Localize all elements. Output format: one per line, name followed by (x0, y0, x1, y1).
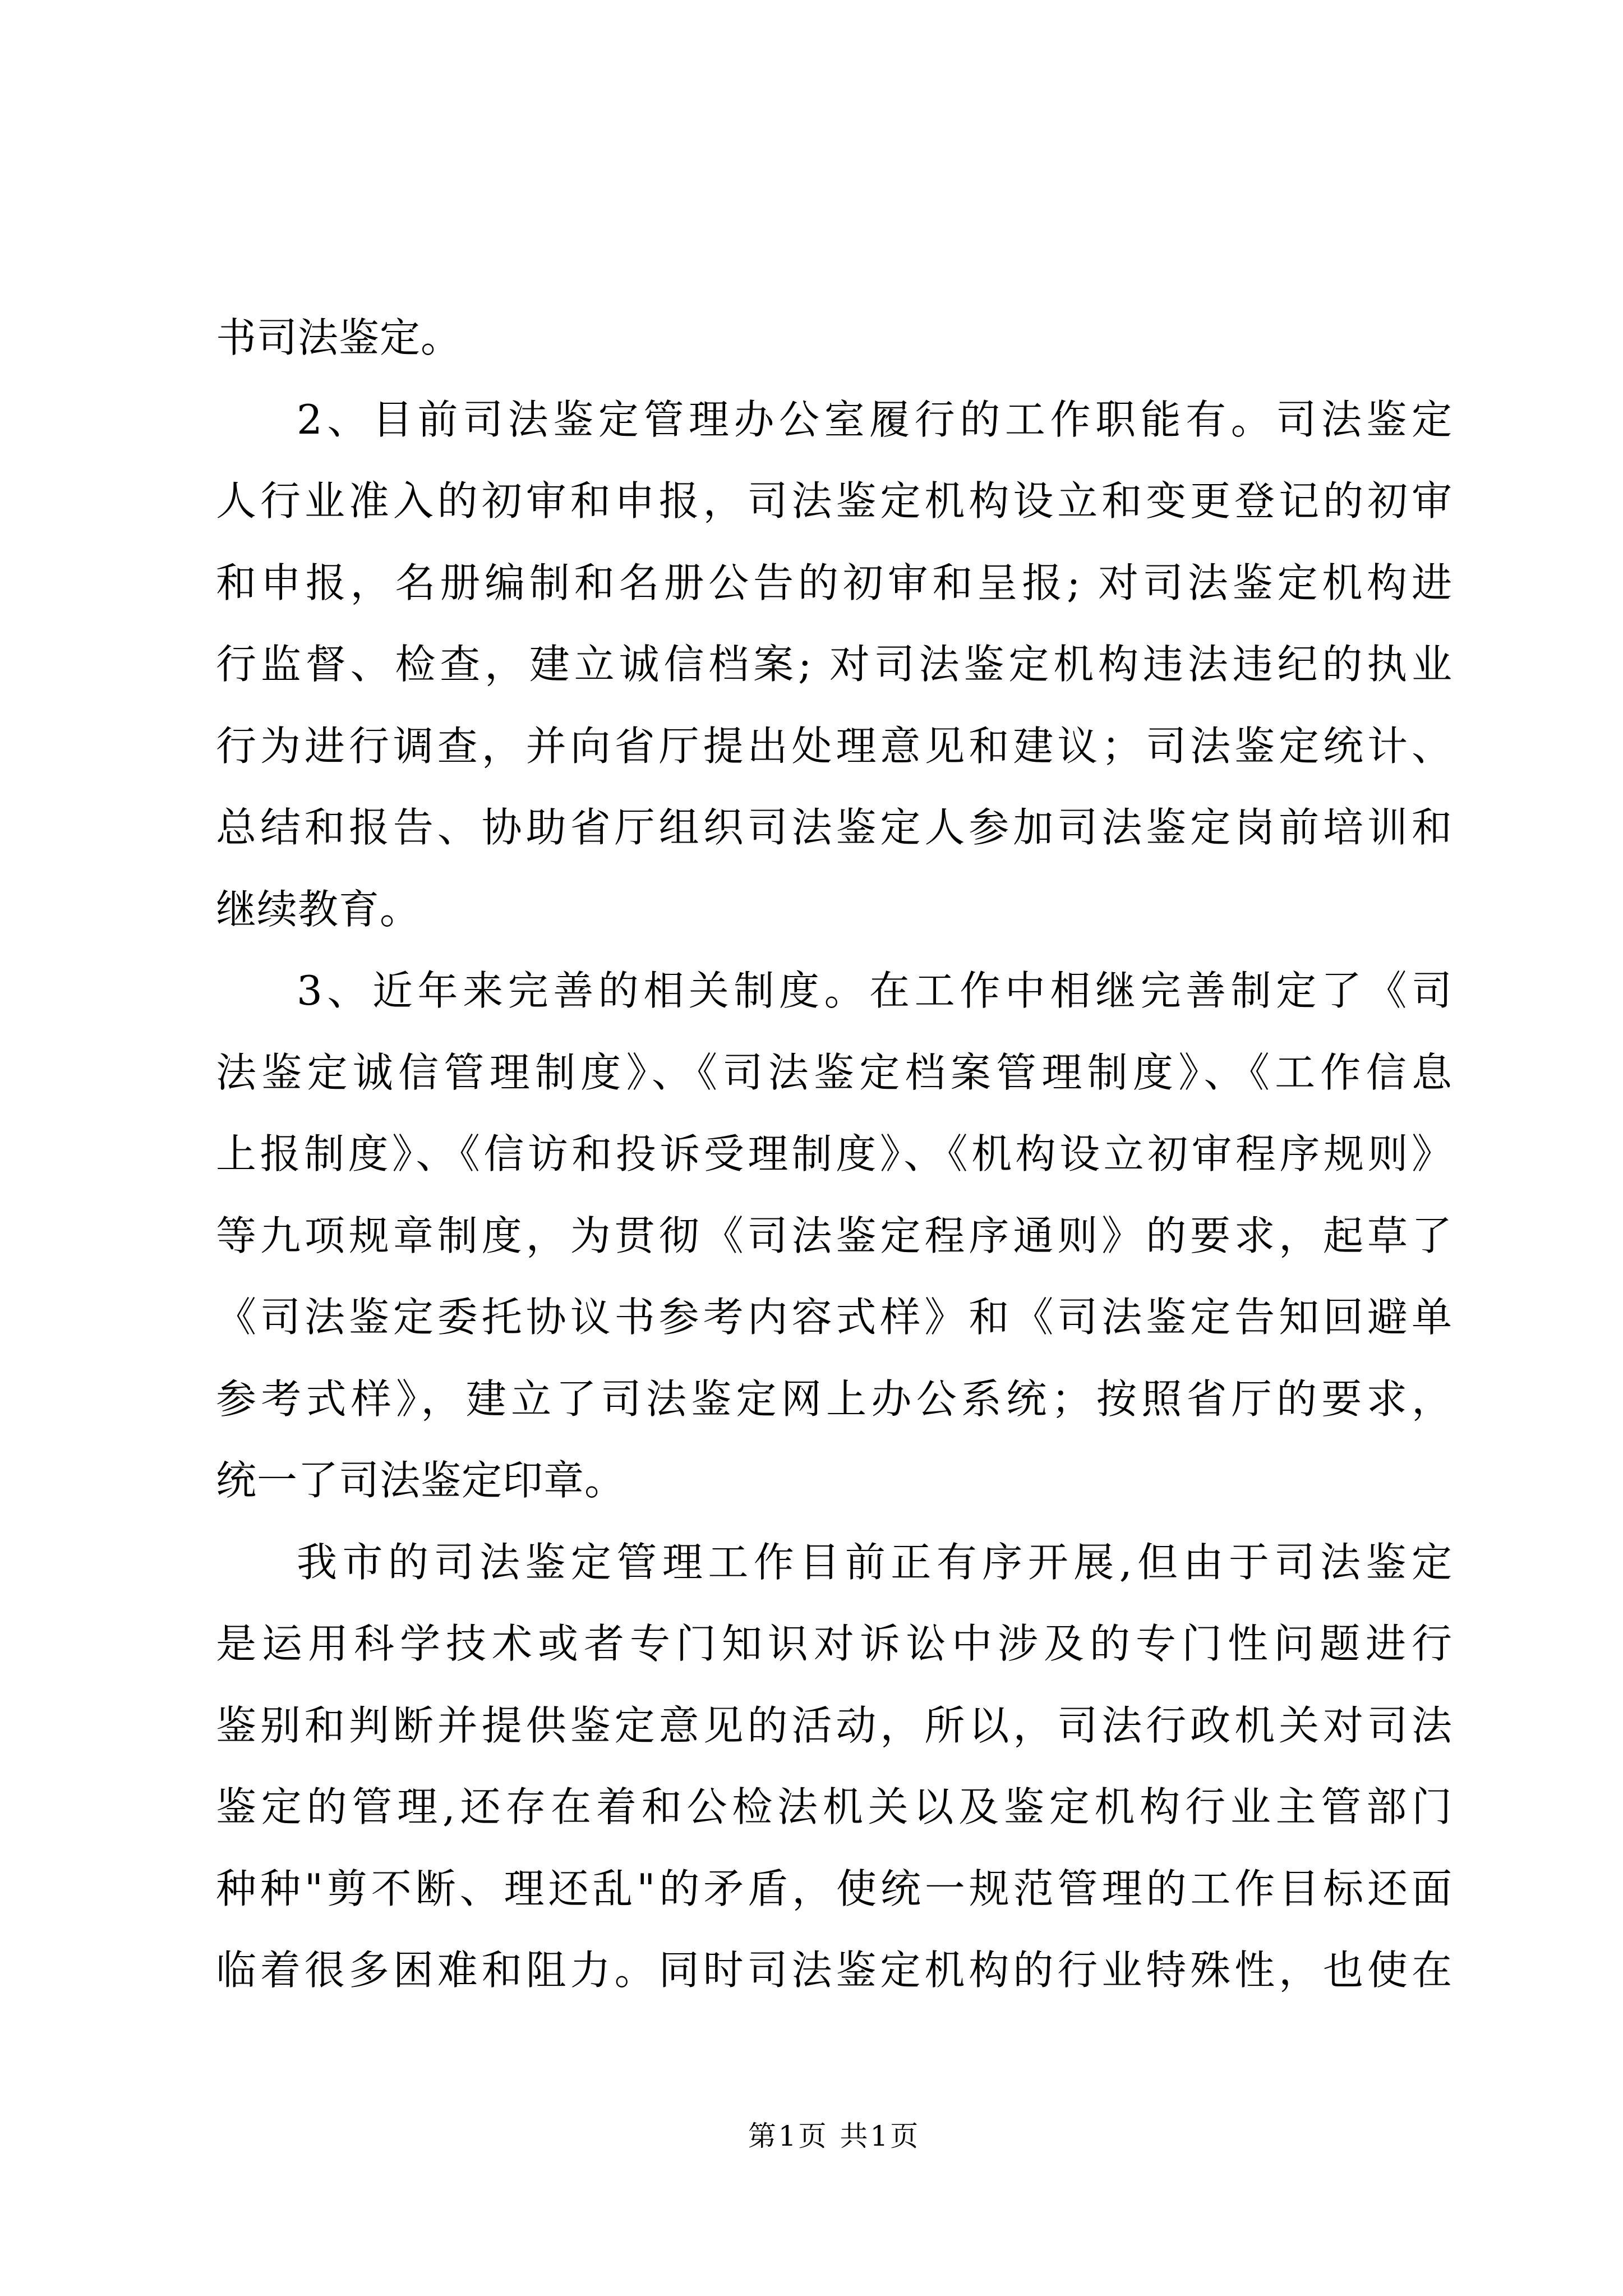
text-line: 上报制度》、《信访和投诉受理制度》、《机构设立初审程序规则》 (216, 1130, 1453, 1177)
paragraph-related-systems (216, 950, 1453, 1522)
text-line: 统一了司法鉴定印章。 (216, 1457, 626, 1504)
paragraph-work-functions (216, 379, 1453, 951)
text-line: 行为进行调查，并向省厅提出处理意见和建议；司法鉴定统计、 (216, 722, 1453, 770)
document-body (216, 297, 1453, 2012)
paragraph-continuation (216, 297, 1453, 379)
paragraph-current-situation (216, 1522, 1453, 2012)
page-footer (216, 2116, 1453, 2156)
text-line: 《司法鉴定委托协议书参考内容式样》和《司法鉴定告知回避单 (216, 1294, 1453, 1341)
text-line: 和申报，名册编制和名册公告的初审和呈报; 对司法鉴定机构进 (216, 559, 1453, 606)
text-line: 我市的司法鉴定管理工作目前正有序开展,但由于司法鉴定 (297, 1538, 1453, 1586)
text-line: 2、目前司法鉴定管理办公室履行的工作职能有。司法鉴定 (297, 395, 1453, 443)
text-line: 法鉴定诚信管理制度》、《司法鉴定档案管理制度》、《工作信息 (216, 1048, 1453, 1096)
text-line: 是运用科学技术或者专门知识对诉讼中涉及的专门性问题进行 (216, 1620, 1453, 1667)
text-line: 3、近年来完善的相关制度。在工作中相继完善制定了《司 (297, 967, 1453, 1014)
text-line: 鉴定的管理,还存在着和公检法机关以及鉴定机构行业主管部门 (216, 1783, 1453, 1830)
text-line: 临着很多困难和阻力。同时司法鉴定机构的行业特殊性，也使在 (216, 1947, 1453, 1994)
text-line: 人行业准入的初审和申报，司法鉴定机构设立和变更登记的初审 (216, 477, 1453, 524)
text-line: 种种"剪不断、理还乱"的矛盾，使统一规范管理的工作目标还面 (216, 1865, 1453, 1912)
text-line: 参考式样》，建立了司法鉴定网上办公系统；按照省厅的要求， (216, 1375, 1453, 1423)
text-line: 行监督、检查，建立诚信档案; 对司法鉴定机构违法违纪的执业 (216, 641, 1453, 688)
page-number: 第1页 共1页 (748, 2120, 921, 2152)
text-line: 总结和报告、协助省厅组织司法鉴定人参加司法鉴定岗前培训和 (216, 804, 1453, 851)
text-line: 继续教育。 (216, 885, 421, 933)
text-line: 书司法鉴定。 (216, 314, 462, 361)
text-line: 鉴别和判断并提供鉴定意见的活动，所以，司法行政机关对司法 (216, 1701, 1453, 1749)
text-line: 等九项规章制度，为贯彻《司法鉴定程序通则》的要求，起草了 (216, 1212, 1453, 1259)
